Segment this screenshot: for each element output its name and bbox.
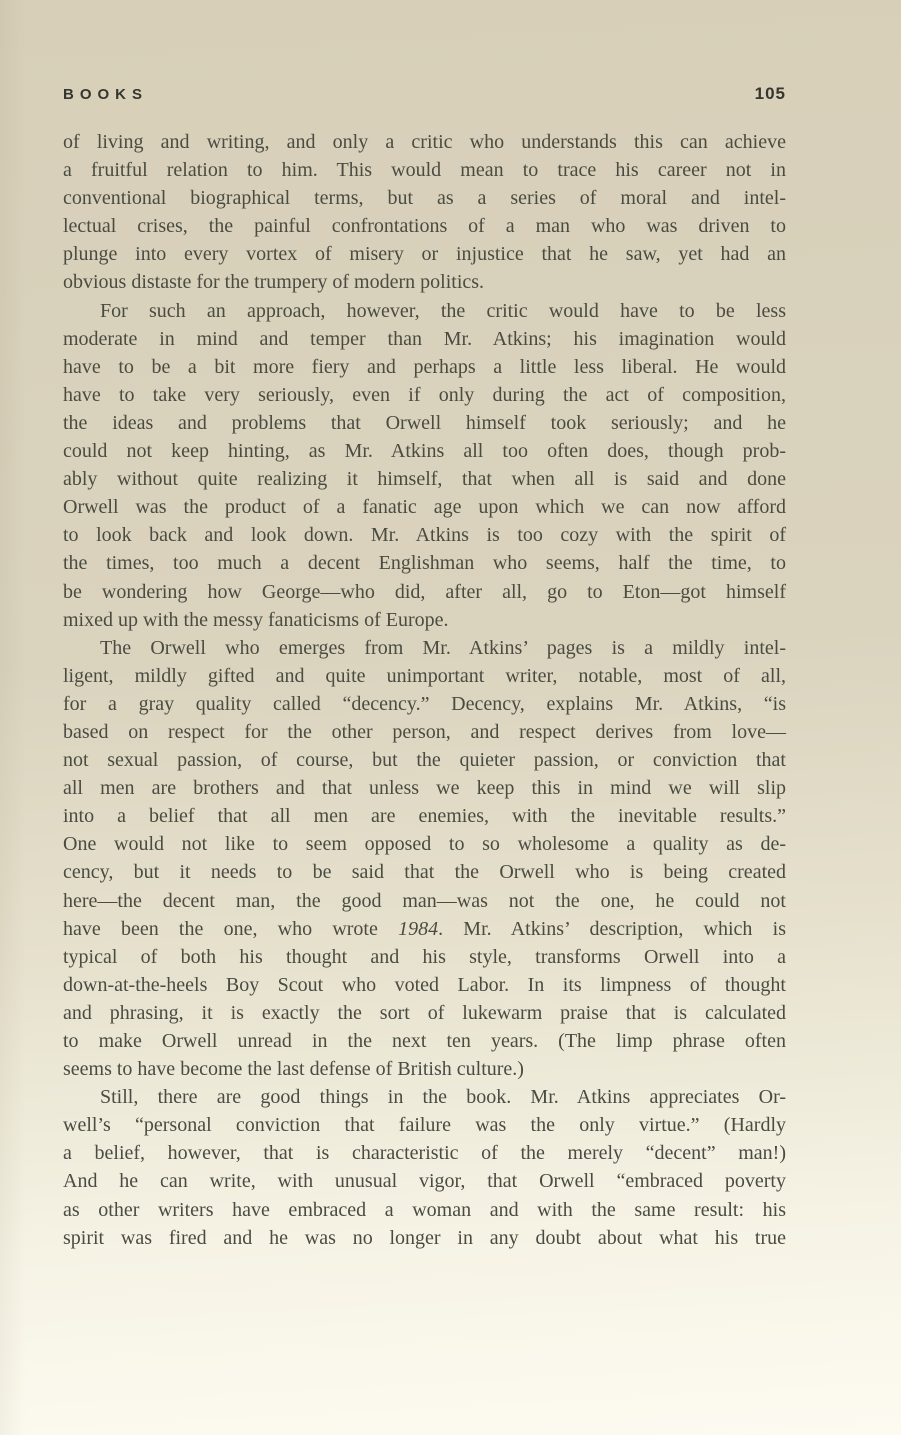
text-line: The Orwell who emerges from Mr. Atkins’ pages is a mildly intel- bbox=[100, 636, 786, 659]
text-line: ligent, mildly gifted and quite unimportant writer, notable, most of all, bbox=[63, 664, 786, 687]
text-line: Still, there are good things in the book. Mr. Atkins appreciates Or- bbox=[100, 1086, 786, 1109]
text-line: obvious distaste for the trumpery of modern politics. bbox=[63, 271, 485, 294]
text-line: moderate in mind and temper than Mr. Atkins; his imagination would bbox=[63, 327, 786, 350]
text-line: as other writers have embraced a woman and with the same result: his bbox=[63, 1198, 786, 1221]
text-line: cency, but it needs to be said that the Orwell who is being created bbox=[63, 861, 786, 884]
text-line: of living and writing, and only a critic who understands this can achieve bbox=[63, 131, 786, 153]
text-line: lectual crises, the painful confrontations of a man who was driven to bbox=[63, 215, 786, 238]
text-line: mixed up with the messy fanaticisms of Europe. bbox=[63, 608, 449, 631]
text-line: could not keep hinting, as Mr. Atkins all too often does, though prob- bbox=[63, 440, 786, 463]
text-line: typical of both his thought and his style, transforms Orwell into a bbox=[63, 945, 786, 968]
text-line: for a gray quality called “decency.” Decency, explains Mr. Atkins, “is bbox=[63, 692, 786, 715]
text-line: seems to have become the last defense of British culture.) bbox=[63, 1058, 524, 1081]
paragraph bbox=[63, 297, 786, 634]
text-line: the times, too much a decent Englishman who seems, half the time, to bbox=[63, 552, 786, 575]
text-line: have to be a bit more fiery and perhaps a little less liberal. He would bbox=[63, 355, 786, 378]
text-line: and phrasing, it is exactly the sort of lukewarm praise that is calculated bbox=[63, 1001, 786, 1024]
running-head: BOOKS bbox=[63, 86, 149, 103]
text-line: plunge into every vortex of misery or injustice that he saw, yet had an bbox=[63, 243, 786, 266]
text-line: based on respect for the other person, and respect derives from love— bbox=[63, 720, 786, 743]
paragraph bbox=[63, 1083, 786, 1252]
text-line: For such an approach, however, the critic would have to be less bbox=[100, 299, 786, 322]
text-line: ably without quite realizing it himself, that when all is said and done bbox=[63, 468, 786, 491]
text-line: a belief, however, that is characteristic of the merely “decent” man!) bbox=[63, 1142, 786, 1165]
text-line: conventional biographical terms, but as a series of moral and intel- bbox=[63, 187, 786, 210]
text-line: to look back and look down. Mr. Atkins is too cozy with the spirit of bbox=[63, 524, 786, 547]
text-line: the ideas and problems that Orwell himself took seriously; and he bbox=[63, 411, 786, 434]
text-line: Orwell was the product of a fanatic age upon which we can now afford bbox=[63, 496, 786, 519]
paragraph bbox=[63, 634, 786, 1084]
text-line: to make Orwell unread in the next ten years. (The limp phrase often bbox=[63, 1030, 786, 1052]
text-line: spirit was fired and he was no longer in any doubt about what his true bbox=[63, 1226, 786, 1249]
text-line: have to take very seriously, even if only during the act of composition, bbox=[63, 383, 786, 406]
text-line: here—the decent man, the good man—was not the one, he could not bbox=[63, 889, 786, 912]
text-line: down-at-the-heels Boy Scout who voted Labor. In its limpness of thought bbox=[63, 973, 786, 996]
italic-book-title: 1984 bbox=[398, 917, 439, 940]
paragraph bbox=[63, 128, 786, 297]
text-line: have been the one, who wrote 1984. Mr. Atkins’ description, which is bbox=[63, 917, 786, 940]
text-line: not sexual passion, of course, but the quieter passion, or conviction that bbox=[63, 749, 786, 772]
text-line: well’s “personal conviction that failure was the only virtue.” (Hardly bbox=[63, 1114, 786, 1137]
text-line: One would not like to seem opposed to so wholesome a quality as de- bbox=[63, 833, 786, 856]
text-line: And he can write, with unusual vigor, that Orwell “embraced poverty bbox=[63, 1170, 786, 1193]
text-line: into a belief that all men are enemies, with the inevitable results.” bbox=[63, 805, 786, 828]
text-line: all men are brothers and that unless we keep this in mind we will slip bbox=[63, 777, 786, 800]
page-header bbox=[63, 84, 786, 104]
page-number: 105 bbox=[754, 84, 786, 103]
text-line: a fruitful relation to him. This would mean to trace his career not in bbox=[63, 159, 786, 182]
body-text bbox=[63, 128, 786, 1252]
text-line: be wondering how George—who did, after all, go to Eton—got himself bbox=[63, 580, 786, 603]
